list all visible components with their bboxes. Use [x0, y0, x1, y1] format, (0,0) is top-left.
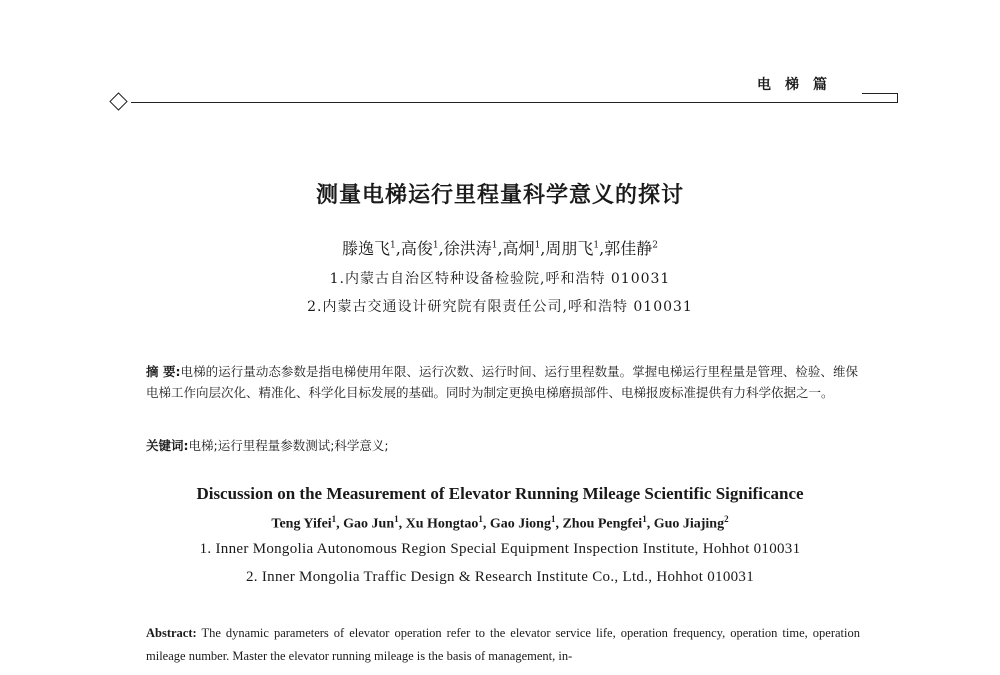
author-affil-mark: 1 [642, 514, 647, 524]
author-affil-mark: 2 [652, 240, 658, 251]
diamond-ornament-icon [109, 92, 127, 110]
author-affil-mark: 1 [478, 514, 483, 524]
keywords-chinese-text: 电梯;运行里程量参数测试;科学意义; [188, 438, 389, 453]
abstract-english-label: Abstract: [146, 626, 197, 640]
author-name: Teng Yifei [271, 516, 332, 532]
author-name: 高俊 [400, 239, 433, 258]
author-affil-mark: 1 [331, 514, 337, 524]
abstract-english-text: The dynamic parameters of elevator operation refer to the elevator service life, operation frequency, operation time, operation mileage number. Master the elevator running mileage is the basis of management, in- [146, 626, 860, 663]
title-english: Discussion on the Measurement of Elevator Running Mileage Scientific Significance [196, 484, 804, 503]
authors-chinese: 滕逸飞$^1$,高俊$^1$,徐洪涛$^1$,高炯$^1$,周朋飞$^1$,郭佳静$^2$ [342, 239, 658, 258]
author-affil-mark: 1 [394, 514, 399, 524]
author-affil-mark: 1 [550, 514, 556, 524]
header-rule-tab [862, 93, 898, 103]
author-affil-mark: 1 [534, 240, 541, 251]
header-rule [131, 102, 897, 103]
author-name: 郭佳静 [604, 239, 653, 258]
author-name: Gao Jiong [489, 516, 551, 532]
author-affil-mark: 2 [724, 514, 729, 524]
author-name: Xu Hongtao [405, 516, 479, 532]
abstract-chinese-text: 电梯的运行量动态参数是指电梯使用年限、运行次数、运行时间、运行里程数量。掌握电梯运行里程量是管理、检验、维保电梯工作向层次化、精准化、科学化目标发展的基础。同时为制定更换电梯磨损部件、电梯报废标准提供有力科学依据之一。 [146, 364, 858, 400]
author-name: Gao Jun [343, 516, 395, 532]
author-name: Zhou Pengfei [562, 516, 643, 532]
author-name: Guo Jiajing [653, 516, 725, 532]
author-affil-mark: 1 [593, 240, 600, 251]
keywords-chinese [146, 436, 858, 454]
authors-english: Teng Yifei$^1$, Gao Jun$^1$, Xu Hongtao$^1$, Gao Jiong$^1$, Zhou Pengfei$^1$, Guo Jiajing$^2$ [271, 514, 729, 532]
author-name: 滕逸飞 [342, 239, 391, 258]
title-chinese: 测量电梯运行里程量科学意义的探讨 [315, 183, 684, 208]
affiliation-chinese-1: 1.内蒙古自治区特种设备检验院,呼和浩特 010031 [329, 271, 671, 287]
abstract-chinese [146, 361, 858, 403]
abstract-english [146, 622, 860, 668]
abstract-chinese-label: 摘 要: [146, 364, 181, 379]
running-header-label: 电梯篇 [757, 77, 841, 93]
author-affil-mark: 1 [390, 240, 396, 251]
affiliation-english-1: 1. Inner Mongolia Autonomous Region Special Equipment Inspection Institute, Hohhot 010031 [199, 541, 801, 557]
author-name: 高炯 [502, 239, 535, 258]
keywords-chinese-label: 关键词: [146, 438, 189, 453]
author-name: 徐洪涛 [443, 239, 492, 258]
affiliation-chinese-2: 2.内蒙古交通设计研究院有限责任公司,呼和浩特 010031 [307, 299, 693, 315]
author-name: 周朋飞 [545, 239, 594, 258]
author-affil-mark: 1 [491, 240, 498, 251]
author-affil-mark: 1 [432, 240, 439, 251]
affiliation-english-2: 2. Inner Mongolia Traffic Design & Research Institute Co., Ltd., Hohhot 010031 [245, 569, 755, 585]
